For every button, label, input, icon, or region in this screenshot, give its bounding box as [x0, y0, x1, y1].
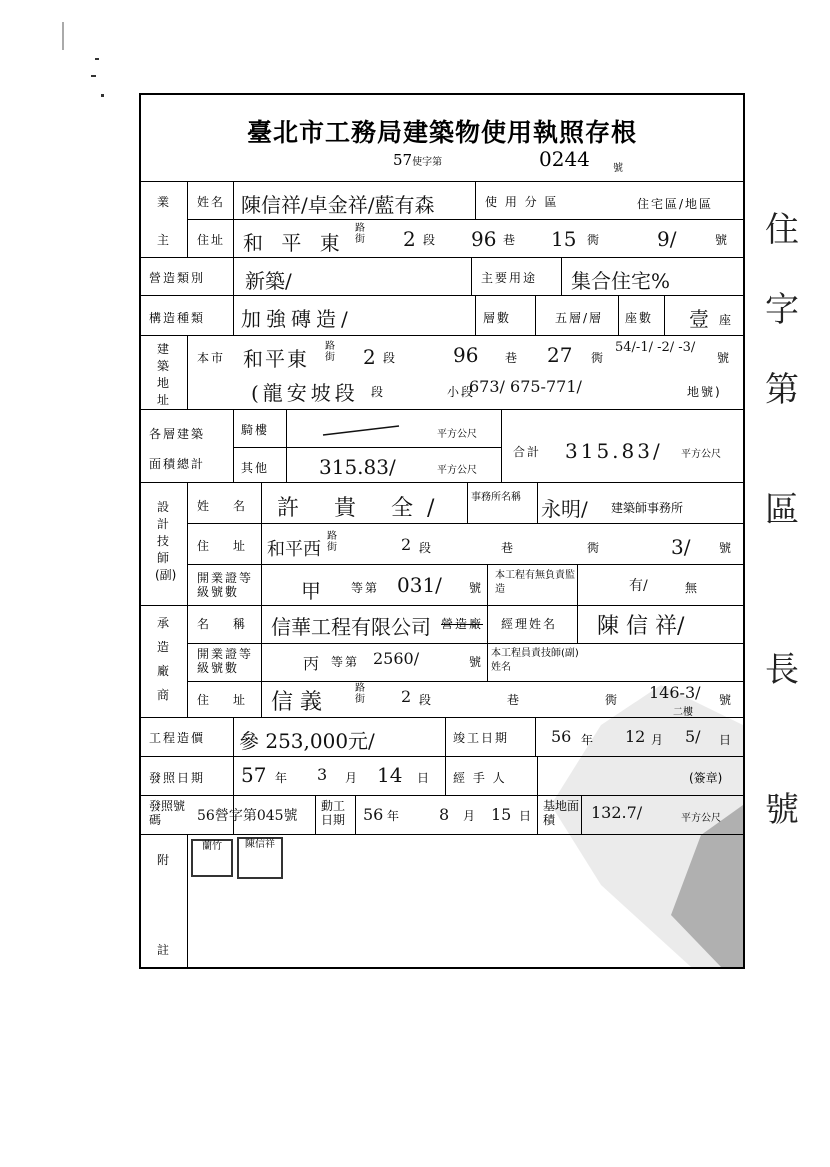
tech-label: 本工程員責技師(副)姓名	[491, 648, 579, 673]
other-area-label: 其他	[241, 461, 270, 475]
designer-addr-label: 住址	[197, 539, 270, 553]
zone-label: 使 用 分 區	[485, 195, 559, 209]
contractor-addr-road: 信 義	[271, 690, 322, 715]
other-area-unit: 平方公尺	[437, 465, 477, 476]
completion-day: 5/	[685, 727, 701, 746]
contractor-addr-floor: 二樓	[673, 707, 693, 718]
permit-no-value: 56營字第045號	[197, 808, 298, 824]
site-lane-unit: 巷	[505, 351, 520, 365]
issue-month-unit: 月	[345, 771, 360, 785]
contractor-addr-lane-unit: 巷	[507, 693, 522, 707]
margin-char-1: 住	[765, 210, 799, 250]
supervise-label: 本工程有無負責監造	[495, 570, 575, 595]
margin-char-5: 長	[765, 650, 799, 690]
scan-specks	[55, 20, 115, 130]
site-lot-unit: 地號)	[687, 385, 722, 399]
designer-name-label: 姓名	[197, 499, 270, 513]
start-month: 8	[439, 805, 450, 824]
contractor-addr-label: 住址	[197, 693, 270, 707]
site-sub-label: 小段	[447, 385, 476, 399]
margin-char-2: 字	[765, 290, 799, 330]
site-area-label: 基地面積	[543, 799, 580, 827]
site-no: 54/-1/ -2/ -3/	[615, 340, 696, 355]
main-use-label: 主要用途	[481, 271, 538, 285]
contractor-group-label: 承造廠商	[156, 616, 169, 702]
cost-value: 參 253,000元/	[239, 729, 375, 753]
site-lane: 96	[453, 343, 479, 367]
designer-license-no: 031/	[397, 573, 442, 597]
seats-label: 座數	[625, 311, 654, 325]
completion-month-unit: 月	[651, 733, 666, 747]
designer-group-label: 設計技師(副)	[155, 500, 177, 582]
build-type-label: 營造類別	[149, 271, 206, 285]
margin-char-4: 區	[765, 490, 799, 530]
permit-year: 57	[393, 151, 413, 169]
permit-type: 使字第	[412, 157, 443, 168]
site-alley-unit: 衖	[591, 351, 606, 365]
designer-office-label: 事務所名稱	[471, 492, 521, 503]
margin-char-6: 號	[765, 790, 799, 830]
designer-addr-alley-unit: 衖	[587, 541, 602, 555]
handler-label: 經 手 人	[453, 771, 507, 785]
notes-label-2: 註	[157, 943, 172, 957]
total-area-unit: 平方公尺	[681, 449, 721, 460]
owner-addr-lane-unit: 巷	[503, 233, 518, 247]
arcade-label: 騎樓	[241, 423, 270, 437]
owner-addr-road: 和 平 東	[243, 231, 346, 255]
designer-office-suffix: 建築師事務所	[611, 501, 684, 515]
permit-number-suffix: 號	[613, 163, 623, 174]
contractor-name-strike: 營造廠	[441, 617, 484, 631]
issue-day: 14	[377, 763, 403, 787]
site-no-unit: 號	[717, 351, 732, 365]
site-district-unit: 段	[371, 385, 386, 399]
contractor-name-value: 信華工程有限公司	[271, 615, 431, 639]
contractor-license-mid: 等第	[331, 655, 360, 669]
designer-addr-lane-unit: 巷	[501, 541, 516, 555]
start-date-label: 動工日期	[321, 799, 346, 827]
site-label: 建築地址	[156, 342, 169, 407]
owner-group-label-1: 業	[157, 195, 172, 209]
structure-label: 構造種類	[149, 311, 206, 325]
site-area-value: 132.7/	[591, 803, 643, 822]
contractor-addr-alley-unit: 衖	[605, 693, 620, 707]
area-label-1: 各層建築	[149, 427, 206, 441]
site-sec-unit: 段	[383, 351, 398, 365]
manager-label: 經理姓名	[501, 617, 558, 631]
completion-year-unit: 年	[581, 733, 596, 747]
permit-form	[139, 93, 745, 969]
notes-label-1: 附	[157, 853, 172, 867]
designer-addr-no: 3/	[671, 535, 691, 559]
contractor-license-grade: 丙	[303, 654, 320, 673]
build-type-value: 新築/	[245, 269, 292, 293]
scan-damage	[541, 685, 743, 967]
owner-addr-road-unit: 路街	[355, 223, 365, 245]
site-road-unit: 路街	[325, 341, 335, 363]
cost-label: 工程造價	[149, 731, 206, 745]
owner-addr-no-unit: 號	[715, 233, 730, 247]
start-year-unit: 年	[387, 809, 402, 823]
start-year: 56	[363, 805, 384, 824]
contractor-name-label: 名稱	[197, 617, 270, 631]
contractor-addr-no-unit: 號	[719, 693, 734, 707]
owner-addr-sec: 2	[403, 227, 416, 251]
start-day: 15	[491, 805, 512, 824]
contractor-license-unit: 號	[469, 655, 484, 669]
seats-value: 壹	[689, 307, 709, 331]
arcade-unit: 平方公尺	[437, 429, 477, 440]
other-area-value: 315.83/	[319, 455, 396, 479]
contractor-license-label: 開業證等級號數	[197, 647, 254, 675]
margin-char-3: 第	[765, 370, 799, 410]
site-area-unit: 平方公尺	[681, 813, 721, 824]
owner-addr-alley: 15	[551, 227, 577, 251]
designer-addr-no-unit: 號	[719, 541, 734, 555]
owner-addr-no: 9/	[657, 227, 677, 251]
completion-year: 56	[551, 727, 572, 746]
site-city: 本市	[197, 351, 226, 365]
seats-unit: 座	[719, 313, 734, 327]
site-lots: 673/ 675-771/	[469, 377, 582, 396]
completion-label: 竣工日期	[453, 731, 510, 745]
zone-value: 住宅區/地區	[637, 197, 714, 211]
area-label-2: 面積總計	[149, 457, 206, 471]
owner-name-value: 陳信祥/卓金祥/藍有森	[241, 193, 435, 217]
contractor-addr-road-unit: 路街	[355, 683, 365, 705]
contractor-addr-sec: 2	[401, 687, 412, 706]
contractor-addr-sec-unit: 段	[419, 693, 434, 707]
designer-license-label: 開業證等級號數	[197, 571, 254, 599]
start-month-unit: 月	[463, 809, 478, 823]
owner-addr-label: 住址	[197, 233, 226, 247]
permit-no-label: 發照號碼	[149, 799, 186, 827]
designer-office-value: 永明/	[541, 497, 588, 521]
main-use-value: 集合住宅%	[571, 269, 671, 293]
stamp-b: 陳信祥	[237, 837, 283, 879]
owner-name-label: 姓名	[197, 195, 226, 209]
owner-group-label-2: 主	[157, 233, 172, 247]
owner-addr-lane: 96	[471, 227, 497, 251]
designer-addr-road: 和平西	[267, 539, 321, 560]
contractor-addr-no: 146-3/	[649, 683, 701, 702]
contractor-license-no: 2560/	[373, 649, 420, 668]
floors-value: 五層/層	[555, 311, 604, 325]
supervise-suffix: 無	[685, 581, 700, 595]
owner-addr-alley-unit: 衖	[587, 233, 602, 247]
site-district: (龍安坡段	[251, 381, 359, 405]
manager-value: 陳 信 祥/	[597, 614, 685, 639]
site-alley: 27	[547, 343, 573, 367]
issue-date-label: 發照日期	[149, 771, 206, 785]
start-day-unit: 日	[519, 809, 534, 823]
floors-label: 層數	[483, 311, 512, 325]
designer-license-grade: 甲	[301, 579, 321, 603]
designer-addr-sec: 2	[401, 535, 412, 554]
designer-addr-sec-unit: 段	[419, 541, 434, 555]
total-area-label: 合計	[513, 445, 542, 459]
owner-addr-sec-unit: 段	[423, 233, 438, 247]
permit-number: 0244	[539, 147, 590, 171]
total-area-value: 315.83/	[565, 439, 663, 463]
form-title: 臺北市工務局建築物使用執照存根	[246, 118, 637, 147]
stamp-a: 蘭竹	[191, 839, 233, 877]
handler-sign: (簽章)	[689, 771, 723, 785]
issue-year: 57	[241, 763, 267, 787]
site-road: 和平東	[243, 347, 309, 371]
completion-day-unit: 日	[719, 733, 734, 747]
designer-license-unit: 號	[469, 581, 484, 595]
issue-month: 3	[317, 765, 328, 784]
structure-value: 加強磚造/	[241, 307, 353, 331]
site-sec: 2	[363, 345, 376, 369]
completion-month: 12	[625, 727, 646, 746]
issue-day-unit: 日	[417, 771, 432, 785]
designer-addr-road-unit: 路街	[327, 531, 337, 553]
designer-name-value: 許 貴 全/	[277, 496, 449, 521]
issue-year-unit: 年	[275, 771, 290, 785]
arcade-dash	[321, 423, 401, 437]
supervise-value: 有/	[629, 578, 648, 594]
designer-license-mid: 等第	[351, 581, 380, 595]
